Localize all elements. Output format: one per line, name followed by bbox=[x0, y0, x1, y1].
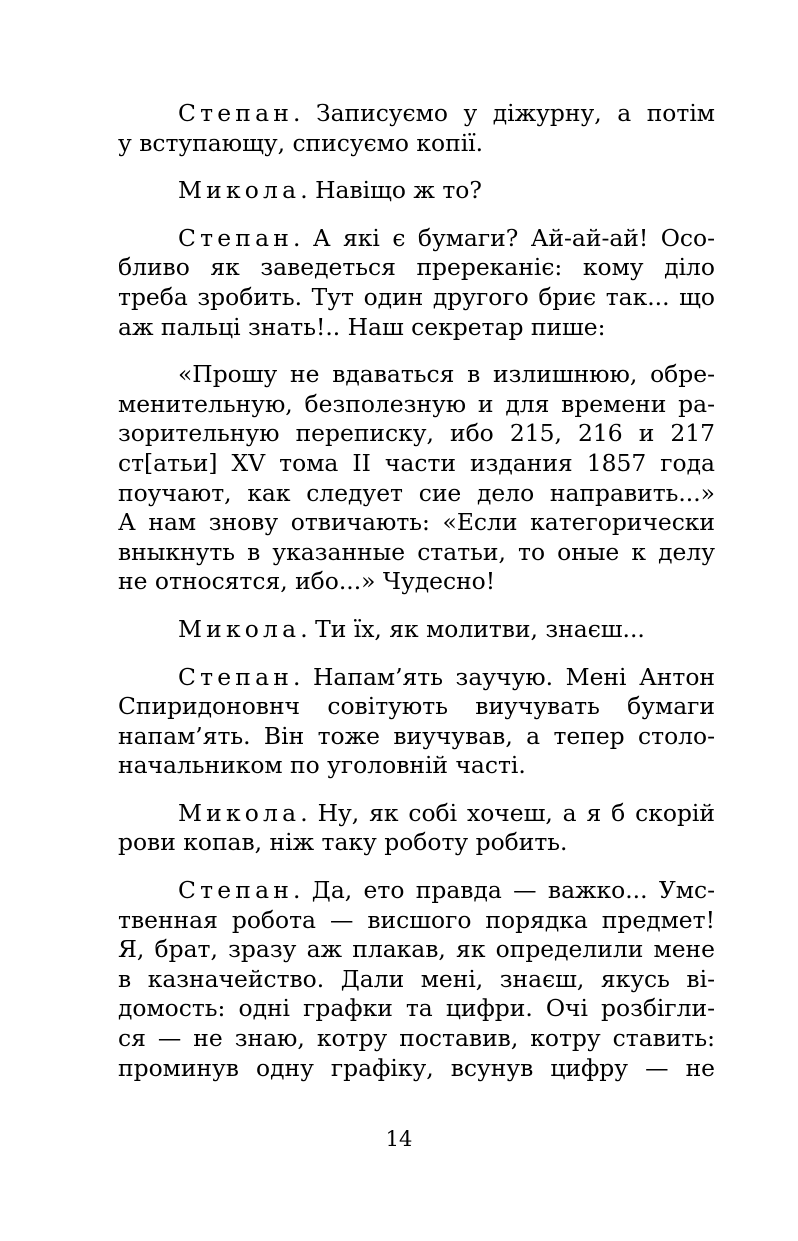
text-line bbox=[118, 876, 715, 906]
text-line bbox=[118, 799, 715, 829]
paragraph bbox=[118, 224, 715, 342]
line-text: . Записуємо у діжурну, а потім bbox=[293, 99, 715, 127]
paragraph bbox=[118, 663, 715, 781]
paragraph bbox=[118, 360, 715, 597]
text-line bbox=[118, 224, 715, 254]
line-text: в казначейство. Дали мені, знаєш, якусь ві- bbox=[118, 964, 715, 993]
paragraph bbox=[118, 876, 715, 1083]
line-text: проминув одну графіку, всунув цифру — не bbox=[118, 1053, 715, 1082]
line-text: Спиридоновнч совітують виучувать бумаги bbox=[118, 692, 715, 721]
line-text: «Прошу не вдаваться в излишнюю, обре- bbox=[178, 360, 715, 389]
line-text: напам’ять. Він тоже виучував, а тепер столо- bbox=[118, 721, 715, 750]
text-line bbox=[118, 751, 715, 781]
text-line bbox=[118, 615, 715, 645]
text-line bbox=[118, 722, 715, 752]
text-line bbox=[118, 663, 715, 693]
line-text: . Ну, як собі хочеш, а я б скорій bbox=[300, 798, 715, 827]
line-text: вныкнуть в указанные статьи, то оные к делу bbox=[118, 537, 715, 566]
speaker-name: Степан bbox=[178, 223, 294, 252]
text-line bbox=[118, 479, 715, 509]
line-text: ся — не знаю, котру поставив, котру ставить: bbox=[118, 1024, 715, 1053]
text-line bbox=[118, 99, 715, 129]
line-text: треба зробить. Тут один другого бриє так... що bbox=[118, 282, 715, 311]
line-text: . Напам’ять заучую. Мені Антон bbox=[293, 662, 715, 691]
line-text: . Навіщо ж то? bbox=[300, 176, 482, 205]
paragraph bbox=[118, 615, 715, 645]
paragraph bbox=[118, 99, 715, 158]
text-line bbox=[118, 253, 715, 283]
speaker-name: Микола bbox=[178, 176, 301, 205]
page-number: 14 bbox=[385, 1127, 413, 1151]
page-text-block bbox=[118, 99, 715, 1101]
text-line bbox=[118, 129, 715, 159]
line-text: аж пальці знать!.. Наш секретар пише: bbox=[118, 312, 606, 341]
text-line bbox=[118, 567, 715, 597]
line-text: бливо як заведеться пререканіє: кому діло bbox=[118, 253, 715, 282]
line-text: . А які є бумаги? Ай-ай-ай! Осо- bbox=[293, 223, 715, 252]
text-line bbox=[118, 390, 715, 420]
line-text: твенная робота — висшого порядка предмет! bbox=[118, 905, 715, 934]
speaker-name: Микола bbox=[178, 614, 301, 643]
text-line bbox=[118, 538, 715, 568]
text-line bbox=[118, 906, 715, 936]
line-text: Я, брат, зразу аж плакав, як определили мене bbox=[118, 935, 715, 964]
text-line bbox=[118, 419, 715, 449]
line-text: зорительную переписку, ибо 215, 216 и 217 bbox=[118, 419, 715, 448]
line-text: домость: одні графки та цифри. Очі розбігли- bbox=[118, 994, 715, 1023]
text-line bbox=[118, 313, 715, 343]
paragraph bbox=[118, 176, 715, 206]
text-line bbox=[118, 994, 715, 1024]
line-text: . Да, ето правда — важко... Умс- bbox=[293, 876, 715, 905]
line-text: . Ти їх, як молитви, знаєш... bbox=[300, 614, 645, 643]
speaker-name: Микола bbox=[178, 798, 301, 827]
text-line bbox=[118, 828, 715, 858]
line-text: не относятся, ибо...» Чудесно! bbox=[118, 567, 496, 596]
line-text: ст[атьи] XV тома II части издания 1857 года bbox=[118, 448, 715, 477]
text-line bbox=[118, 935, 715, 965]
speaker-name: Степан bbox=[178, 876, 294, 905]
line-text: начальником по уголовній часті. bbox=[118, 751, 526, 780]
line-text: поучают, как следует сие дело направить...» bbox=[118, 478, 715, 507]
line-text: А нам знову отвичають: «Если категорически bbox=[118, 508, 715, 537]
text-line bbox=[118, 283, 715, 313]
speaker-name: Степан bbox=[178, 662, 294, 691]
line-text: у вступающу, списуємо копії. bbox=[118, 128, 484, 157]
text-line bbox=[118, 449, 715, 479]
text-line bbox=[118, 1024, 715, 1054]
text-line bbox=[118, 1054, 715, 1084]
speaker-name: Степан bbox=[178, 99, 294, 127]
text-line bbox=[118, 176, 715, 206]
paragraph bbox=[118, 799, 715, 858]
text-line bbox=[118, 508, 715, 538]
text-line bbox=[118, 692, 715, 722]
line-text: менительную, безполезную и для времени ра- bbox=[118, 389, 715, 418]
text-line bbox=[118, 360, 715, 390]
line-text: рови копав, ніж таку роботу робить. bbox=[118, 828, 568, 857]
text-line bbox=[118, 965, 715, 995]
